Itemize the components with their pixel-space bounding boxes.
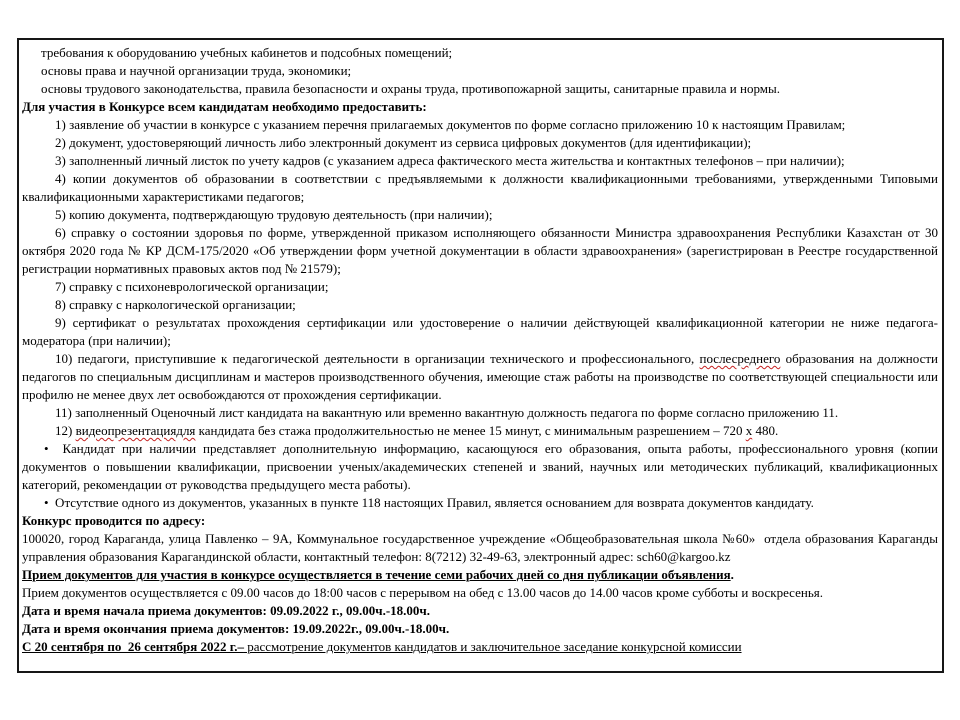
doc-item-5 bbox=[22, 206, 938, 224]
doc-item-2 bbox=[22, 134, 938, 152]
doc-item-12-run-2: кандидата без стажа продолжительностью не менее 15 минут, с минимальным разрешением – 720 bbox=[195, 423, 746, 438]
doc-item-11 bbox=[22, 404, 938, 422]
doc-item-7 bbox=[22, 278, 938, 296]
venue-address bbox=[22, 530, 938, 566]
acceptance-start-date bbox=[22, 602, 938, 620]
doc-item-5-run-0: 5) копию документа, подтверждающую трудовую деятельность (при наличии); bbox=[55, 207, 493, 222]
doc-item-6 bbox=[22, 224, 938, 278]
doc-item-2-run-0: 2) документ, удостоверяющий личность либо электронный документ из сервиса цифровых документов (для идентификации); bbox=[55, 135, 752, 150]
venue-heading bbox=[22, 512, 938, 530]
qualification-line-equipment bbox=[22, 44, 938, 62]
doc-item-12-run-1: видеопрезентациядля bbox=[75, 423, 196, 438]
doc-item-12 bbox=[22, 422, 938, 440]
submission-period bbox=[22, 566, 938, 584]
submission-hours bbox=[22, 584, 938, 602]
qualification-line-labor bbox=[22, 80, 938, 98]
qualification-line-law bbox=[22, 62, 938, 80]
venue-address-run-0: 100020, город Караганда, улица Павленко – 9А, Коммунальное государственное учреждение «Общеобразовательная школа №60» отдела образования Караганды управления образования Карагандинской области, контактный телефон: 8(7212) 32-49-63, электронный адрес: sch60@kargoo.kz bbox=[22, 531, 938, 564]
acceptance-end-date bbox=[22, 620, 938, 638]
slide-border-frame bbox=[17, 38, 944, 673]
note-additional-info-run-0: • Кандидат при наличии представляет дополнительную информацию, касающуюся его образования, опыта работы, профессионального уровня (копии документов о повышении квалификации, присвоении ученых/академических степеней и званий, научных или методических публикаций, квалификационных категорий, рекомендации от руководства предыдущего места работы). bbox=[22, 441, 938, 492]
qualification-line-labor-run-0: основы трудового законодательства, правила безопасности и охраны труда, противопожарной защиты, санитарные правила и нормы. bbox=[41, 81, 780, 96]
doc-item-9 bbox=[22, 314, 938, 350]
doc-item-12-run-4: 480. bbox=[752, 423, 779, 438]
doc-item-4 bbox=[22, 170, 938, 206]
review-period bbox=[22, 638, 938, 656]
doc-item-3 bbox=[22, 152, 938, 170]
note-additional-info bbox=[22, 440, 938, 494]
doc-item-1 bbox=[22, 116, 938, 134]
submission-period-run-0: Прием документов для участия в конкурсе осуществляется в течение семи рабочих дней со дня публикации объявления bbox=[22, 567, 731, 582]
note-missing-document bbox=[22, 494, 938, 512]
doc-item-9-run-0: 9) сертификат о результатах прохождения сертификации или удостоверение о наличии действующей квалификационной категории не ниже педагога-модератора (при наличии); bbox=[22, 315, 938, 348]
doc-item-8-run-0: 8) справку с наркологической организации; bbox=[55, 297, 296, 312]
document-content bbox=[22, 44, 938, 669]
review-period-run-0: С 20 сентября по 26 сентября 2022 г.– bbox=[22, 639, 244, 654]
submission-hours-run-0: Прием документов осуществляется с 09.00 часов до 18:00 часов с перерывом на обед с 13.00 часов до 14.00 часов кроме субботы и воскресенья. bbox=[22, 585, 823, 600]
doc-item-11-run-0: 11) заполненный Оценочный лист кандидата на вакантную или временно вакантную должность педагога по форме согласно приложению 11. bbox=[55, 405, 839, 420]
review-period-run-1: рассмотрение документов кандидатов и заключительное заседание конкурсной комиссии bbox=[243, 639, 742, 654]
note-missing-document-run-0: • Отсутствие одного из документов, указанных в пункте 118 настоящих Правил, является основанием для возврата документов кандидату. bbox=[44, 495, 814, 510]
doc-item-10-run-2: образования на должности педагогов по специальным дисциплинам и мастеров производственного обучения, имеющие стаж работы на производстве по соответствующей специальности или профилю не менее двух лет освобождаются от прохождения сертификации. bbox=[22, 351, 938, 402]
doc-item-10 bbox=[22, 350, 938, 404]
documents-section-heading bbox=[22, 98, 938, 116]
doc-item-4-run-0: 4) копии документов об образовании в соответствии с предъявляемыми к должности квалификационными требованиями, утвержденными Типовыми квалификационными характеристиками педагогов; bbox=[22, 171, 938, 204]
submission-period-run-1: . bbox=[730, 567, 734, 582]
doc-item-12-run-3: х bbox=[745, 423, 753, 438]
doc-item-3-run-0: 3) заполненный личный листок по учету кадров (с указанием адреса фактического места жительства и контактных телефонов – при наличии); bbox=[55, 153, 845, 168]
doc-item-7-run-0: 7) справку с психоневрологической организации; bbox=[55, 279, 329, 294]
doc-item-12-run-0: 12) bbox=[55, 423, 76, 438]
qualification-line-law-run-0: основы права и научной организации труда, экономики; bbox=[41, 63, 352, 78]
doc-item-10-run-0: 10) педагоги, приступившие к педагогической деятельности в организации технического и профессионального, bbox=[55, 351, 700, 366]
venue-heading-run-0: Конкурс проводится по адресу: bbox=[22, 513, 206, 528]
doc-item-6-run-0: 6) справку о состоянии здоровья по форме, утвержденной приказом исполняющего обязанности Министра здравоохранения Республики Казахстан от 30 октября 2020 года № КР ДСМ-175/2020 «Об утверждении форм учетной документации в области здравоохранения» (зарегистрирован в Реестре государственной регистрации нормативных правовых актов под № 21579); bbox=[22, 225, 938, 276]
doc-item-8 bbox=[22, 296, 938, 314]
acceptance-end-date-run-0: Дата и время окончания приема документов: 19.09.2022г., 09.00ч.-18.00ч. bbox=[22, 621, 450, 636]
documents-section-heading-run-0: Для участия в Конкурсе всем кандидатам необходимо предоставить: bbox=[22, 99, 427, 114]
doc-item-1-run-0: 1) заявление об участии в конкурсе с указанием перечня прилагаемых документов по форме согласно приложению 10 к настоящим Правилам; bbox=[55, 117, 846, 132]
qualification-line-equipment-run-0: требования к оборудованию учебных кабинетов и подсобных помещений; bbox=[41, 45, 453, 60]
doc-item-10-run-1: послесреднего bbox=[699, 351, 781, 366]
acceptance-start-date-run-0: Дата и время начала приема документов: 09.09.2022 г., 09.00ч.-18.00ч. bbox=[22, 603, 431, 618]
